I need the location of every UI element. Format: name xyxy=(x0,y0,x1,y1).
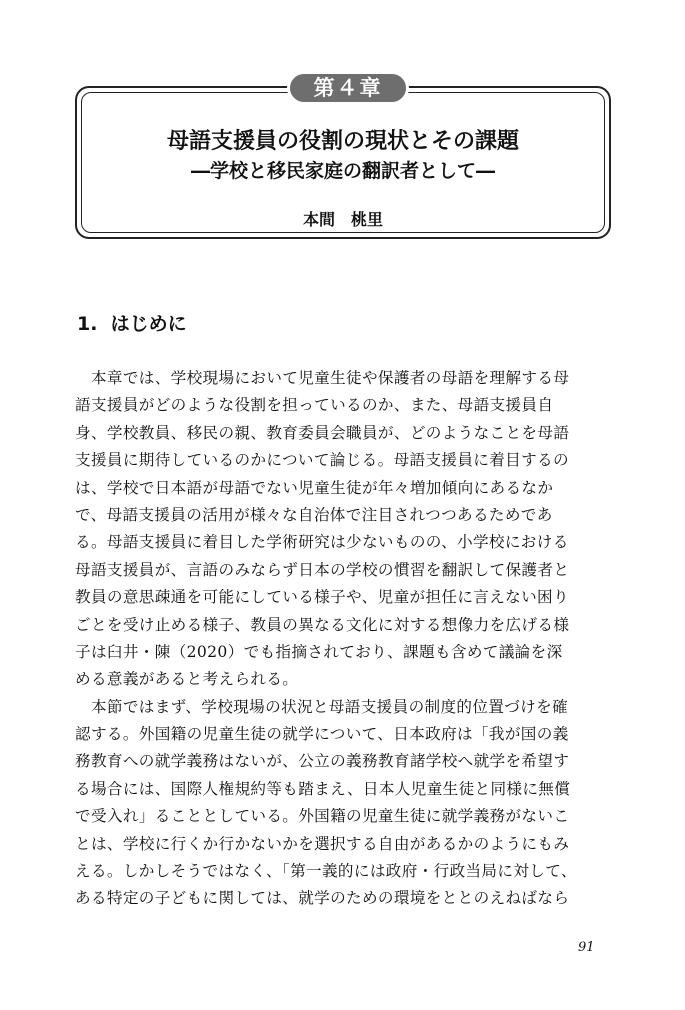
chapter-title: 母語支援員の役割の現状とその課題 xyxy=(166,129,519,154)
author-name: 本間 桃里 xyxy=(302,210,383,229)
body-line: 身、学校教員、移民の親、教育委員会職員が、どのようなことを母語 xyxy=(75,423,570,442)
chapter-subtitle: ―学校と移民家庭の翻訳者として― xyxy=(190,160,495,182)
chapter-badge: 第４章 xyxy=(287,71,409,105)
body-line: で、母語支援員の活用が様々な自治体で注目されつつあるためであ xyxy=(75,505,553,524)
body-line: で受入れ」ることとしている。外国籍の児童生徒に就学義務がないこ xyxy=(75,807,570,826)
body-line: 子は臼井・陳（2020）でも指摘されており、課題も含めて議論を深 xyxy=(75,642,563,661)
body-line: 教員の意思疎通を可能にしている様子や、児童が担任に言えない困り xyxy=(75,588,569,607)
body-line: 本章では、学校現場において児童生徒や保護者の母語を理解する母 xyxy=(75,369,570,387)
body-line: 支援員に期待しているのかについて論じる。母語支援員に着目するの xyxy=(75,451,569,470)
body-line: る。母語支援員に着目した学術研究は少ないものの、小学校における xyxy=(75,533,569,552)
body-line: は、学校で日本語が母語でない児童生徒が年々増加傾向にあるなか xyxy=(75,478,554,497)
body-line: る場合には、国際人権規約等も踏まえ、日本人児童生徒と同様に無償 xyxy=(75,779,571,798)
body-line: 本節ではまず、学校現場の状況と母語支援員の制度的位置づけを確 xyxy=(75,697,569,716)
body-line: とは、学校に行くか行かないかを選択する自由があるかのようにもみ xyxy=(75,834,570,853)
body-text xyxy=(75,365,615,913)
body-line: 認する。外国籍の児童生徒の就学について、日本政府は「我が国の義 xyxy=(75,725,569,744)
body-line: 母語支援員が、言語のみならず日本の学校の慣習を翻訳して保護者と xyxy=(75,560,570,579)
section-heading: 1. はじめに xyxy=(77,313,187,335)
body-line: 務教育への就学義務はないが、公立の義務教育諸学校へ就学を希望す xyxy=(75,752,570,771)
body-line: える。しかしそうではなく、「第一義的には政府・行政当局に対して、 xyxy=(75,862,577,881)
body-line: ごとを受け止める様子、教員の異なる文化に対する想像力を広げる様 xyxy=(75,615,570,634)
body-line: 語支援員がどのような役割を担っているのか、また、母語支援員自 xyxy=(75,396,554,415)
body-line: める意義があると考えられる。 xyxy=(75,670,299,689)
page-number: 91 xyxy=(578,940,595,955)
body-line: ある特定の子どもに関しては、就学のための環境をととのえねばなら xyxy=(75,889,570,908)
